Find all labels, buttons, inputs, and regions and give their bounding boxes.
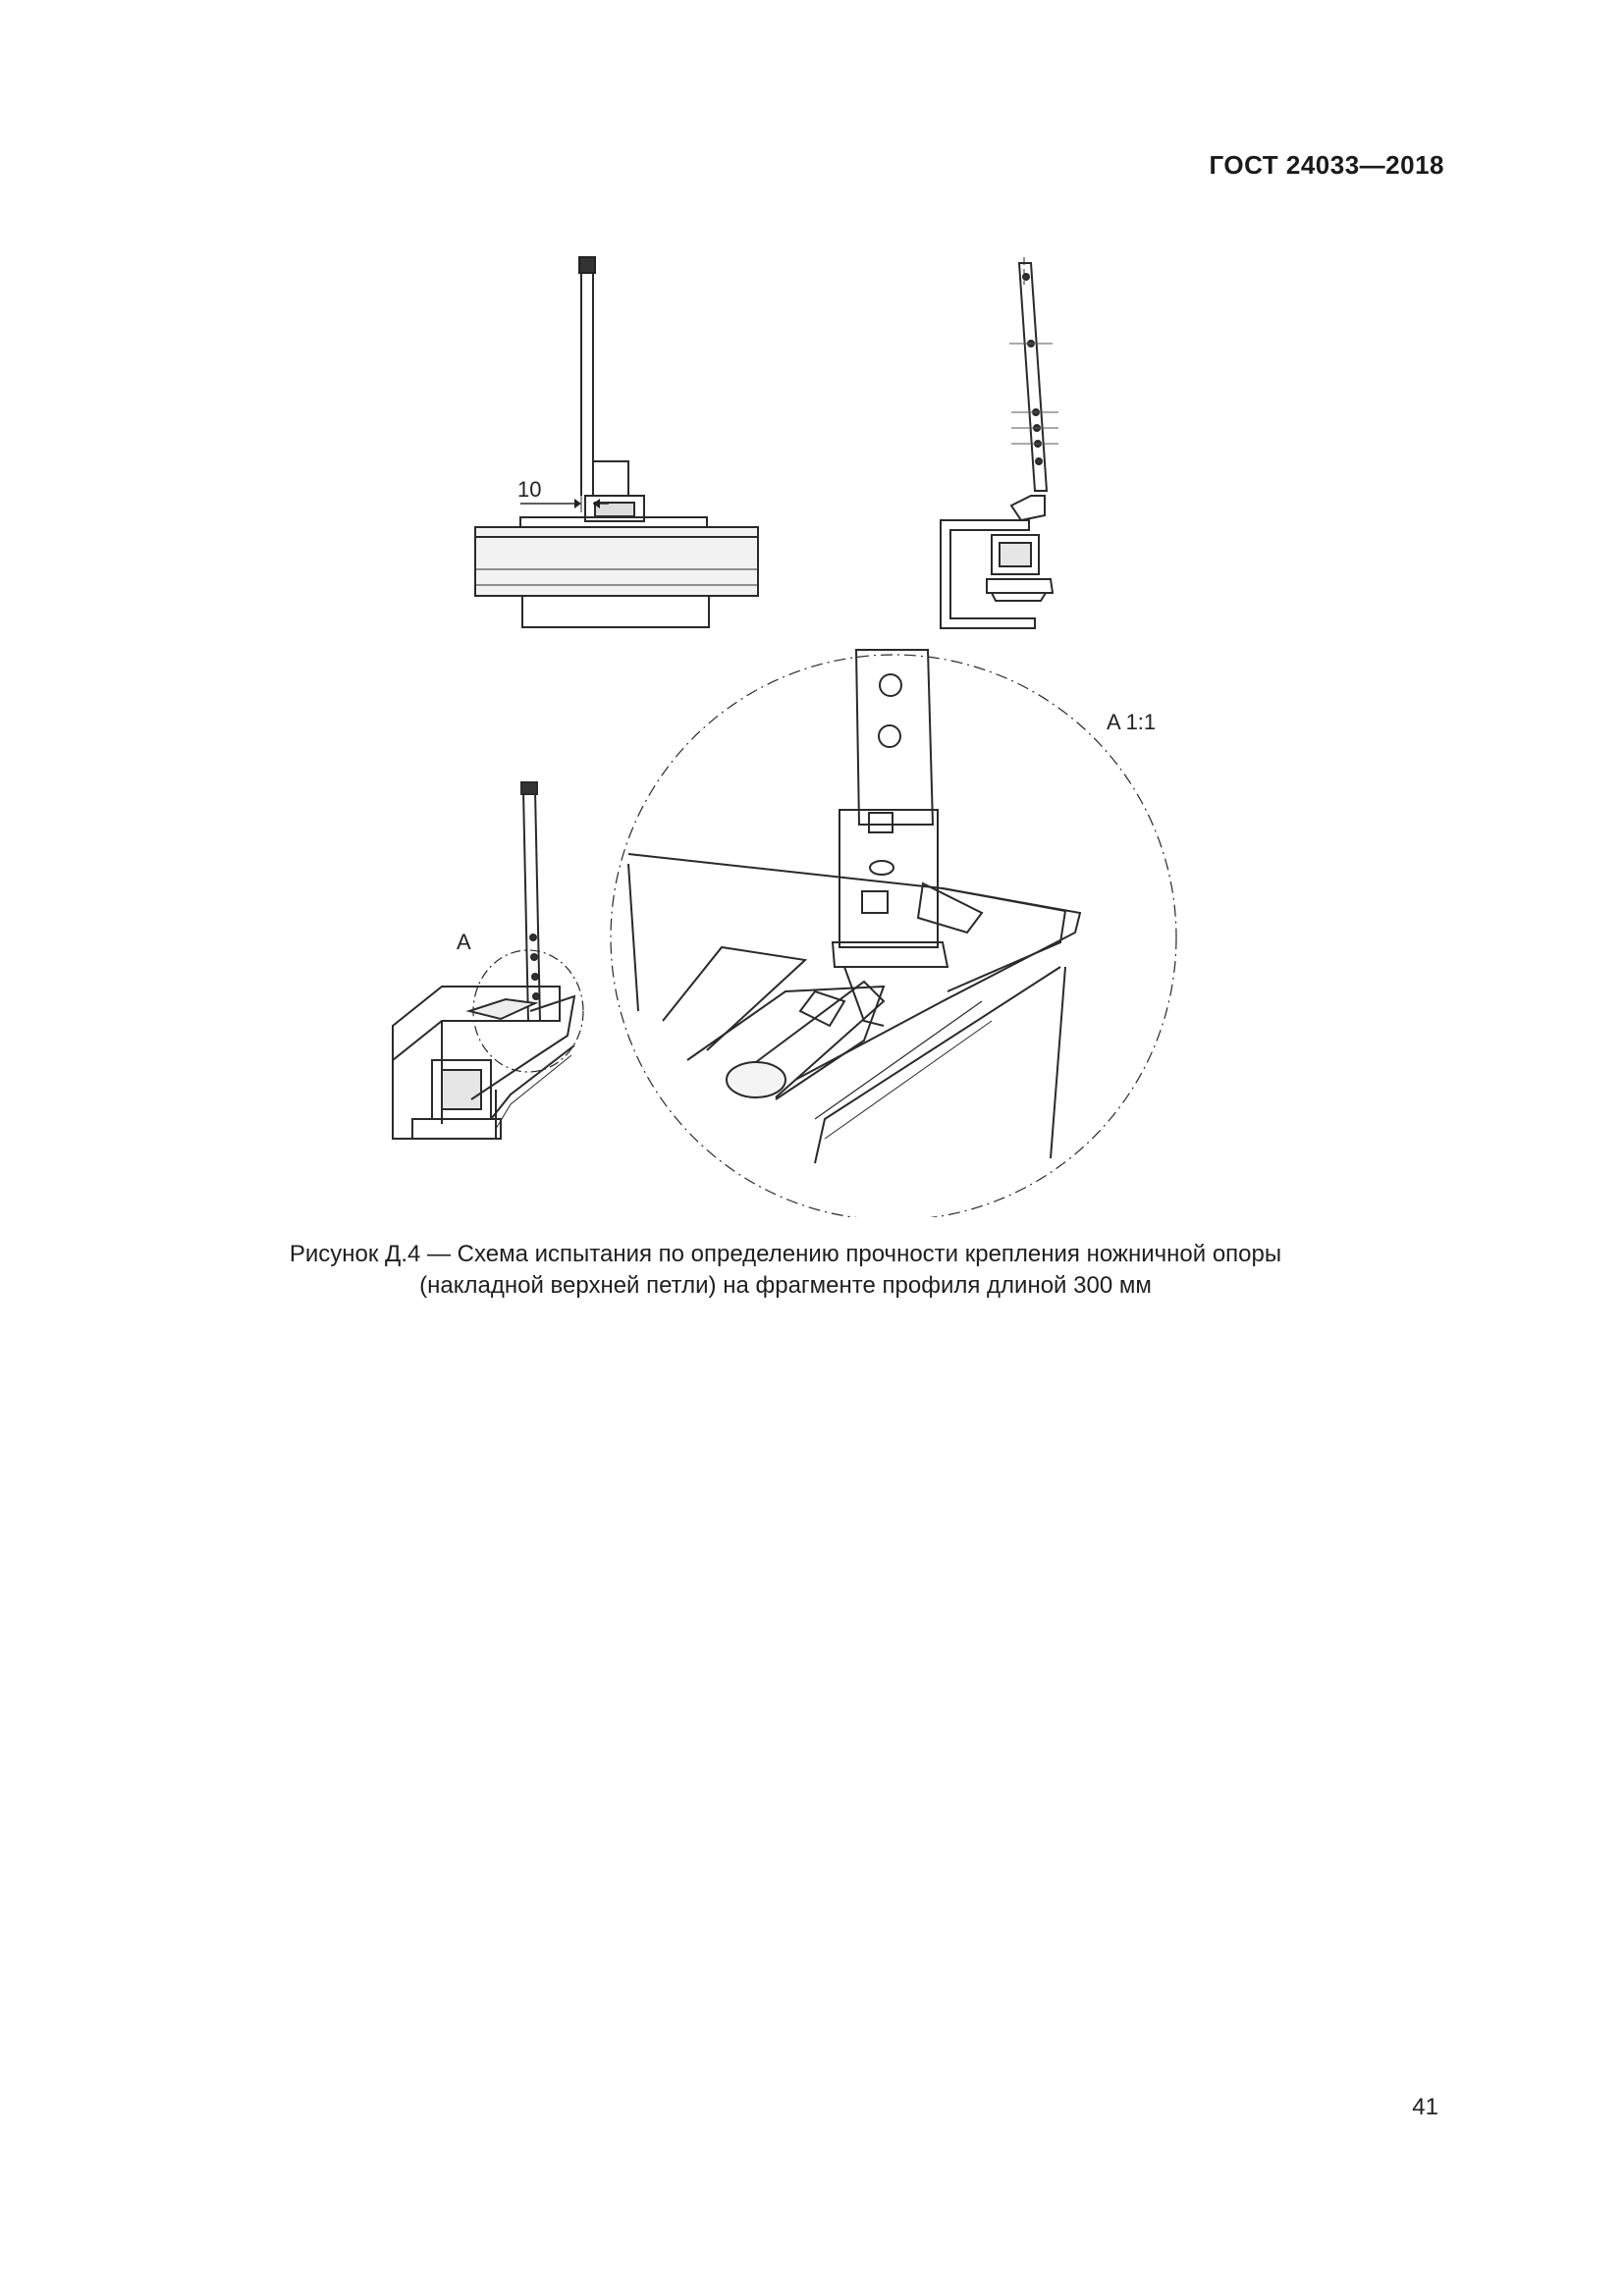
caption-line-2: (накладной верхней петли) на фрагменте профиля длиной 300 мм <box>419 1272 1152 1299</box>
front-view <box>475 257 758 627</box>
dimension-label: 10 <box>517 477 542 502</box>
figure-caption <box>196 1239 1375 1302</box>
detail-label: A 1:1 <box>1107 710 1157 734</box>
detail-view <box>611 650 1176 1217</box>
isometric-view <box>393 782 583 1139</box>
side-view <box>941 257 1058 628</box>
caption-line-1: Рисунок Д.4 — Схема испытания по определению прочности крепления ножничной опоры <box>289 1241 1282 1267</box>
page-number: 41 <box>1412 2094 1438 2120</box>
callout-label: A <box>457 930 471 954</box>
standard-header: ГОСТ 24033—2018 <box>1209 150 1444 180</box>
